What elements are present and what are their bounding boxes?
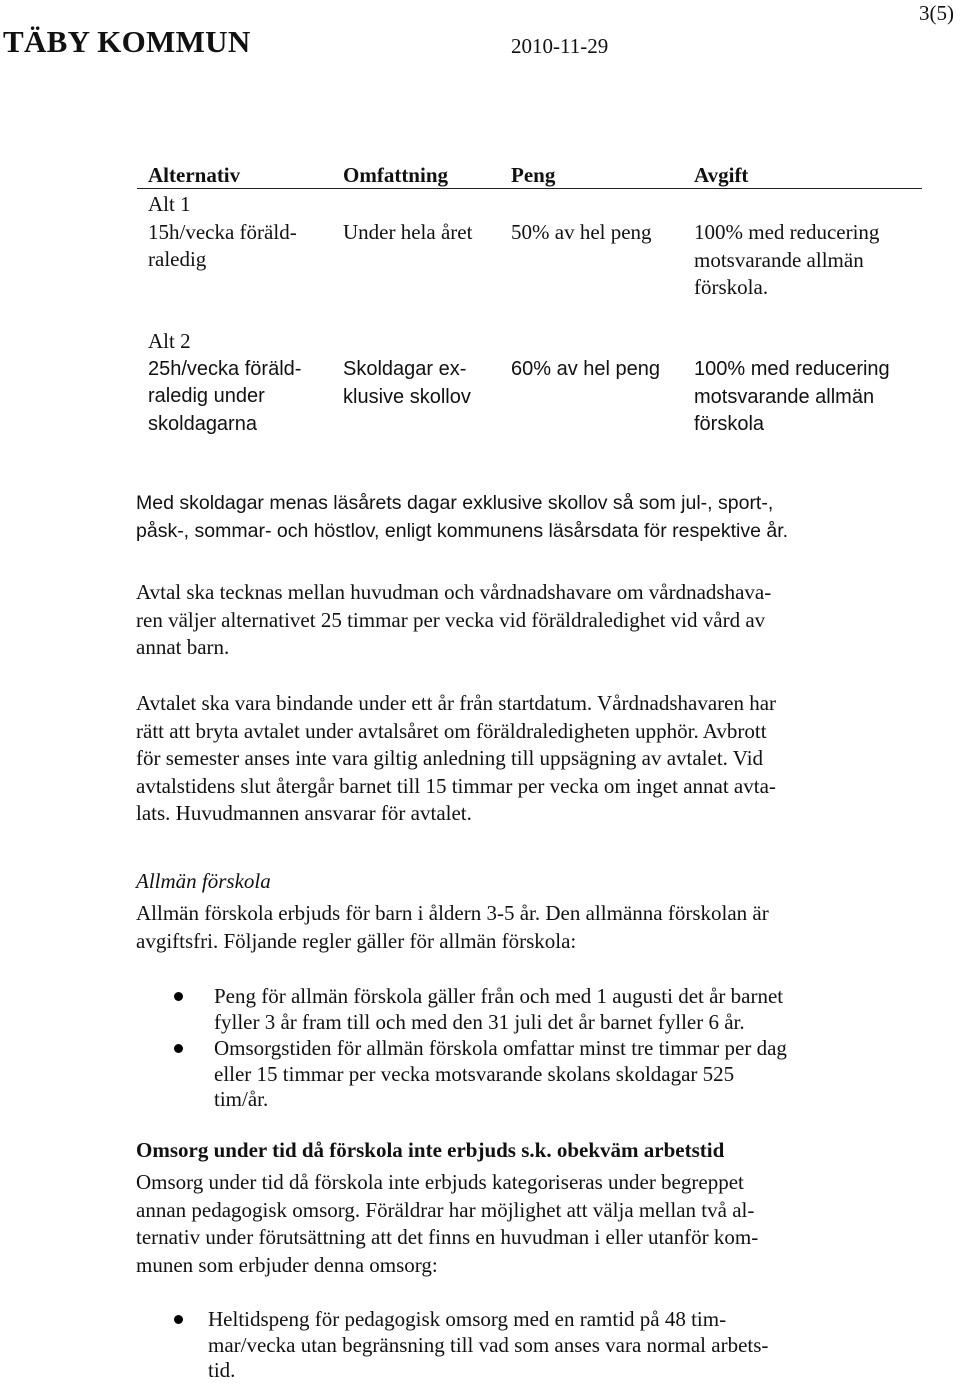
cell-line: skoldagarna xyxy=(148,412,257,435)
avtal-paragraph xyxy=(136,579,771,662)
table-row-1-alternativ xyxy=(148,191,297,274)
text-line: tim/år. xyxy=(214,1087,269,1111)
table-header-omfattning: Omfattning xyxy=(343,163,448,187)
bullet-icon xyxy=(174,992,183,1001)
cell-line: förskola. xyxy=(694,275,769,299)
cell-line: förskola xyxy=(694,413,765,435)
text-line: rätt att bryta avtalet under avtalsåret om föräldraledigheten upphör. Avbrott xyxy=(136,718,767,743)
text-line: avtalstidens slut återgår barnet till 15 timmar per vecka om inget annat avta- xyxy=(136,773,776,798)
text-line: Peng för allmän förskola gäller från och med 1 augusti det år barnet xyxy=(214,984,784,1008)
cell-line: motsvarande allmän xyxy=(694,247,864,272)
table-row-1-omfattning xyxy=(343,219,472,247)
text-line: Avtalet ska vara bindande under ett år från startdatum. Vårdnadshavaren har xyxy=(136,691,777,715)
text-line: avgiftsfri. Följande regler gäller för allmän förskola: xyxy=(136,928,577,953)
text-line: munen som erbjuder denna omsorg: xyxy=(136,1252,438,1277)
cell-line: 100% med reducering xyxy=(694,358,890,380)
text-line: fyller 3 år fram till och med den 31 juli det år barnet fyller 6 år. xyxy=(214,1009,745,1034)
table-row-2-alternativ xyxy=(148,328,301,438)
list-item xyxy=(136,984,787,1035)
cell-line: Skoldagar ex- xyxy=(343,358,467,380)
table-header-rule xyxy=(137,188,922,189)
cell-line: motsvarande allmän xyxy=(694,385,875,408)
allman-forskola-bullet-list xyxy=(136,984,787,1114)
text-line: annat barn. xyxy=(136,635,230,659)
cell-line: Under hela året xyxy=(343,220,473,244)
cell-line: raledig under xyxy=(148,385,265,407)
text-line: mar/vecka utan begränsning till vad som anses vara normal arbets- xyxy=(208,1332,769,1357)
omsorg-bullet-list xyxy=(136,1307,768,1385)
table-row-1-avgift xyxy=(694,219,879,302)
document-date: 2010-11-29 xyxy=(511,34,609,58)
bullet-icon xyxy=(174,1315,183,1324)
cell-line: 100% med reducering xyxy=(694,220,880,244)
cell-line: klusive skollov xyxy=(343,385,471,408)
text-line: Med skoldagar menas läsårets dagar exklusive skollov så som jul-, sport-, xyxy=(136,492,774,514)
list-item xyxy=(136,1036,787,1113)
text-line: för semester anses inte vara giltig anledning till uppsägning av avtalet. Vid xyxy=(136,746,764,770)
avtalet-paragraph xyxy=(136,690,776,828)
cell-line: 25h/vecka föräld- xyxy=(148,357,302,380)
organization-name: TÄBY KOMMUN xyxy=(3,24,251,59)
table-row-2-omfattning xyxy=(343,356,471,411)
page-number: 3(5) xyxy=(919,1,954,25)
cell-line: 50% av hel peng xyxy=(511,220,652,244)
text-line: Omsorgstiden för allmän förskola omfattar minst tre timmar per dag xyxy=(214,1036,787,1060)
text-line: tid. xyxy=(208,1358,236,1382)
table-row-2-peng xyxy=(511,356,660,384)
table-row-1-peng xyxy=(511,219,652,247)
cell-line: 60% av hel peng xyxy=(511,358,661,380)
text-line: påsk-, sommar- och höstlov, enligt kommunens läsårsdata för respektive år. xyxy=(136,519,789,542)
cell-line: 15h/vecka föräld- xyxy=(148,219,297,244)
text-line: annan pedagogisk omsorg. Föräldrar har möjlighet att välja mellan två al- xyxy=(136,1197,755,1222)
cell-line: raledig xyxy=(148,247,207,271)
skoldagar-note xyxy=(136,490,788,545)
omsorg-paragraph xyxy=(136,1169,758,1279)
text-line: Avtal ska tecknas mellan huvudman och vårdnadshavare om vårdnadshava- xyxy=(136,580,772,604)
text-line: eller 15 timmar per vecka motsvarande skolans skoldagar 525 xyxy=(214,1061,735,1086)
bullet-icon xyxy=(174,1044,183,1053)
table-header-avgift: Avgift xyxy=(694,163,749,187)
text-line: Omsorg under tid då förskola inte erbjuds kategoriseras under begreppet xyxy=(136,1170,744,1194)
text-line: ren väljer alternativet 25 timmar per vecka vid föräldraledighet vid vård av xyxy=(136,607,766,632)
table-row-2-avgift xyxy=(694,356,890,439)
cell-line: Alt 2 xyxy=(148,329,191,353)
list-item xyxy=(136,1307,768,1384)
text-line: ternativ under förutsättning att det finns en huvudman i eller utanför kom- xyxy=(136,1225,759,1249)
allman-forskola-paragraph xyxy=(136,900,769,955)
table-header-alternativ: Alternativ xyxy=(148,163,241,187)
cell-line: Alt 1 xyxy=(148,192,191,216)
omsorg-heading: Omsorg under tid då förskola inte erbjuds s.k. obekväm arbetstid xyxy=(136,1138,725,1162)
table-header-peng: Peng xyxy=(511,163,556,187)
text-line: Allmän förskola erbjuds för barn i åldern 3-5 år. Den allmänna förskolan är xyxy=(136,901,769,925)
allman-forskola-heading: Allmän förskola xyxy=(136,869,271,893)
text-line: lats. Huvudmannen ansvarar för avtalet. xyxy=(136,801,472,825)
text-line: Heltidspeng för pedagogisk omsorg med en ramtid på 48 tim- xyxy=(208,1307,727,1331)
